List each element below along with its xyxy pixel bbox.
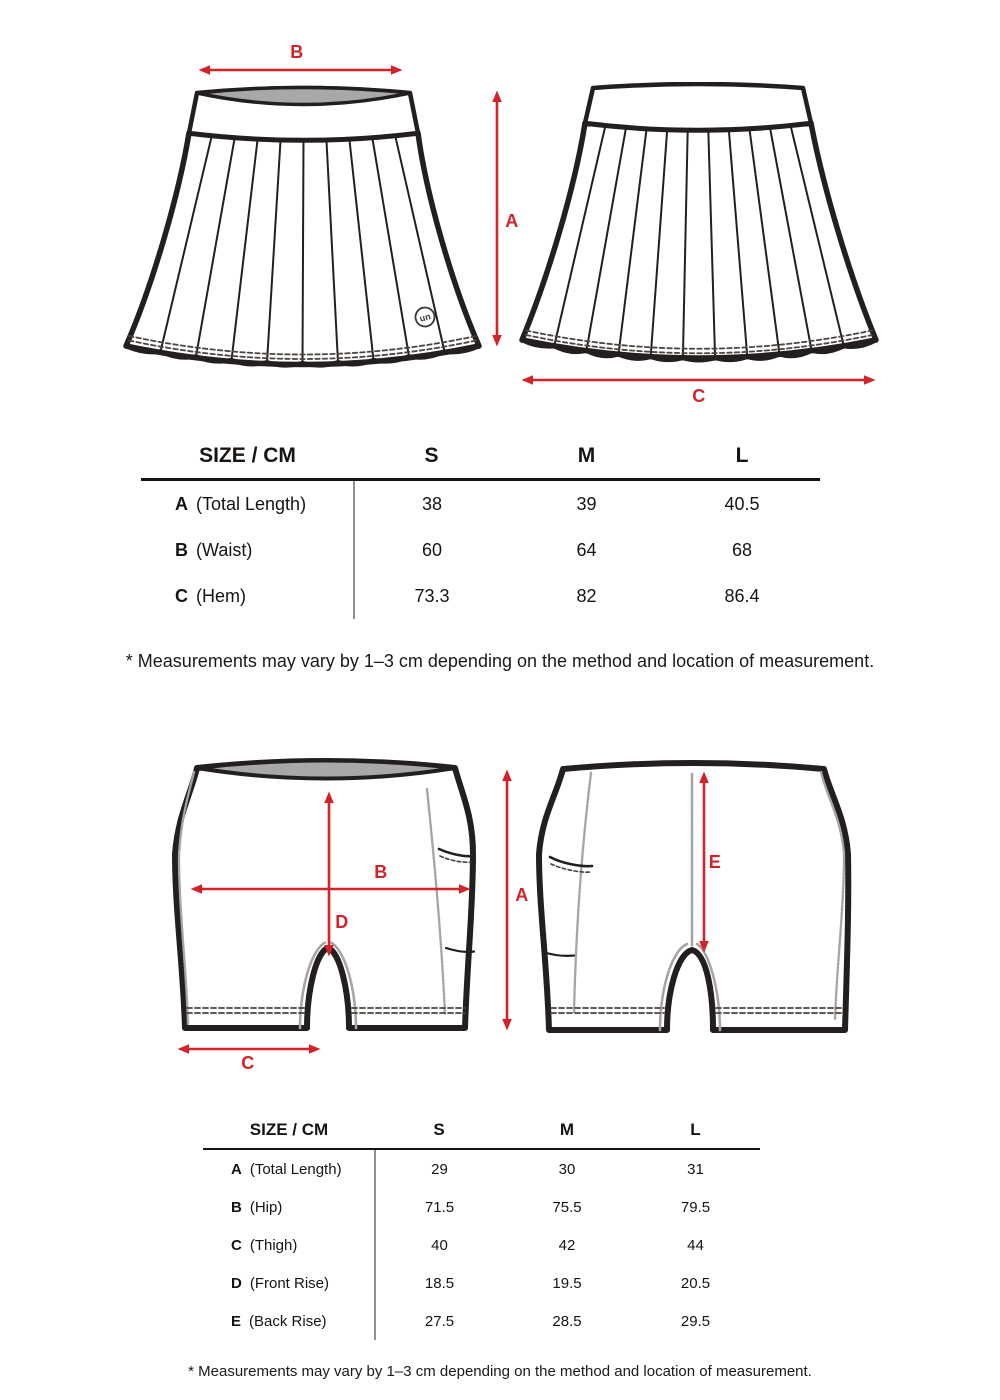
skirt-label-a: A [505, 211, 519, 231]
table-row [203, 1149, 760, 1188]
table-row [203, 1226, 760, 1264]
skirt-waist-arrow-b [198, 62, 403, 78]
size-value: 29 [431, 1160, 448, 1178]
table-row [141, 480, 820, 528]
shorts-front-rise-arrow-d [321, 791, 337, 957]
row-label: D (Front Rise) [203, 1264, 375, 1302]
brand-logo-text: un [418, 311, 432, 324]
row-label: B (Hip) [203, 1188, 375, 1226]
skirt-size-table [141, 434, 820, 619]
row-label: C (Hem) [141, 573, 354, 619]
size-value: 31 [687, 1160, 704, 1178]
size-value: 27.5 [424, 1312, 455, 1330]
shorts-label-e: E [708, 852, 722, 872]
shorts-hip-arrow-b [190, 881, 471, 897]
skirt-measurement-note: * Measurements may vary by 1–3 cm depending on the method and location of measurement. [125, 651, 875, 671]
size-value: 40.5 [724, 493, 760, 514]
row-label: A (Total Length) [203, 1149, 375, 1188]
row-label: E (Back Rise) [203, 1302, 375, 1340]
row-label: A (Total Length) [141, 480, 354, 528]
size-value: 73.3 [414, 585, 450, 606]
size-value: 38 [421, 493, 443, 514]
table-row [141, 573, 820, 619]
table-header-row [141, 434, 820, 480]
skirt-back-body [522, 123, 876, 358]
size-value: 30 [558, 1160, 576, 1178]
size-value: 20.5 [680, 1274, 711, 1292]
skirt-back-waistband [585, 84, 811, 130]
row-label: B (Waist) [141, 527, 354, 573]
table-row [203, 1302, 760, 1340]
shorts-back-body [539, 763, 848, 1030]
size-value: 29.5 [680, 1312, 711, 1330]
skirt-length-arrow-a [489, 90, 505, 347]
column-header: S [375, 1112, 503, 1149]
size-value: 39 [576, 493, 597, 514]
size-value: 60 [421, 539, 443, 560]
column-header: SIZE / CM [141, 434, 354, 480]
shorts-length-arrow-a [499, 769, 515, 1031]
skirt-front-drawing [115, 84, 490, 374]
column-header: M [503, 1112, 631, 1149]
size-value: 68 [731, 539, 753, 560]
size-value: 28.5 [552, 1312, 582, 1330]
row-label: C (Thigh) [203, 1226, 375, 1264]
column-header: SIZE / CM [203, 1112, 375, 1149]
table-row [141, 527, 820, 573]
size-value: 42 [558, 1236, 576, 1254]
skirt-label-c: C [692, 386, 706, 406]
size-value: 79.5 [680, 1198, 711, 1216]
shorts-label-c: C [241, 1053, 255, 1073]
column-header: L [664, 434, 820, 480]
size-value: 18.5 [424, 1274, 455, 1292]
shorts-label-b: B [374, 862, 388, 882]
shorts-back-drawing [535, 756, 853, 1037]
shorts-size-table [203, 1112, 760, 1340]
shorts-label-a: A [515, 885, 529, 905]
shorts-measurement-note: * Measurements may vary by 1–3 cm depending on the method and location of measurement. [188, 1363, 812, 1380]
skirt-back-drawing [515, 82, 885, 370]
size-value: 71.5 [424, 1198, 455, 1216]
column-header: S [354, 434, 509, 480]
size-value: 44 [687, 1236, 704, 1254]
size-value: 82 [576, 585, 597, 606]
table-row [203, 1264, 760, 1302]
column-header: M [509, 434, 664, 480]
size-value: 19.5 [552, 1274, 582, 1292]
shorts-label-d: D [335, 912, 349, 932]
table-row [203, 1188, 760, 1226]
size-value: 64 [576, 539, 597, 560]
size-value: 75.5 [552, 1198, 582, 1216]
size-value: 40 [431, 1236, 448, 1254]
size-value: 86.4 [724, 585, 760, 606]
skirt-label-b: B [290, 42, 304, 62]
table-header-row [203, 1112, 760, 1149]
column-header: L [631, 1112, 760, 1149]
